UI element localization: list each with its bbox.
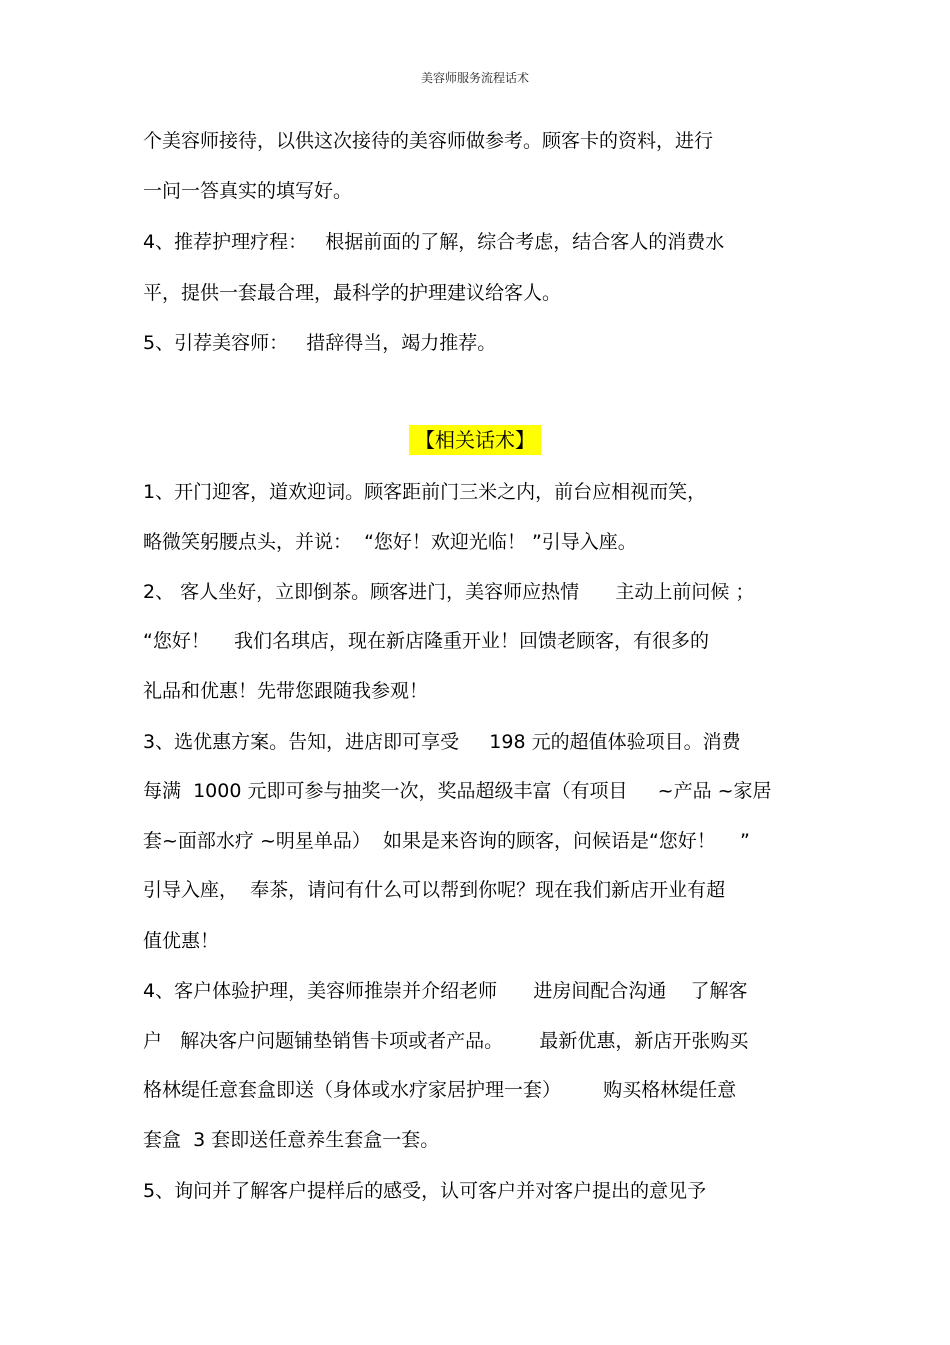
text-line: 5、引荐美容师： 措辞得当，竭力推荐。 (143, 332, 497, 354)
text-line: 礼品和优惠！先带您跟随我参观！ (143, 680, 429, 702)
text-line: “您好！ 我们名琪店，现在新店隆重开业！回馈老顾客，有很多的 (143, 630, 710, 652)
text-line: 4、推荐护理疗程： 根据前面的了解，综合考虑，结合客人的消费水 (143, 231, 725, 253)
text-line: 个美容师接待，以供这次接待的美容师做参考。顾客卡的资料，进行 (143, 130, 714, 152)
section-heading-wrap (0, 425, 950, 455)
text-line: 一问一答真实的填写好。 (143, 180, 353, 202)
text-line: 户 解决客户问题铺垫销售卡项或者产品。 最新优惠，新店开张购买 (143, 1030, 749, 1052)
text-line: 略微笑躬腰点头，并说： “您好！欢迎光临！ ”引导入座。 (143, 531, 637, 553)
running-header: 美容师服务流程话术 (420, 71, 529, 85)
text-line: 格林缇任意套盒即送（身体或水疗家居护理一套） 购买格林缇任意 (143, 1079, 737, 1101)
text-line: 1、开门迎客，道欢迎词。顾客距前门三米之内，前台应相视而笑， (143, 481, 707, 503)
section-heading: 【相关话术】 (409, 425, 541, 455)
text-line: 值优惠！ (143, 930, 220, 952)
text-line: 5、询问并了解客户提样后的感受，认可客户并对客户提出的意见予 (143, 1180, 707, 1202)
text-line: 引导入座， 奉茶，请问有什么可以帮到你呢？现在我们新店开业有超 (143, 879, 726, 901)
text-line: 套盒 3 套即送任意养生套盒一套。 (143, 1129, 440, 1151)
text-line: 每满 1000 元即可参与抽奖一次，奖品超级丰富（有项目 ~产品 ~家居 (143, 780, 772, 802)
text-line: 4、客户体验护理，美容师推崇并介绍老师 进房间配合沟通 了解客 (143, 980, 748, 1002)
text-line: 平，提供一套最合理，最科学的护理建议给客人。 (143, 282, 562, 304)
text-line: 套~面部水疗 ~明星单品） 如果是来咨询的顾客，问候语是“您好！ ” (143, 830, 750, 852)
text-line: 3、选优惠方案。告知，进店即可享受 198 元的超值体验项目。消费 (143, 731, 741, 753)
text-line: 2、 客人坐好，立即倒茶。顾客进门，美容师应热情 主动上前问候 ； (143, 581, 755, 603)
